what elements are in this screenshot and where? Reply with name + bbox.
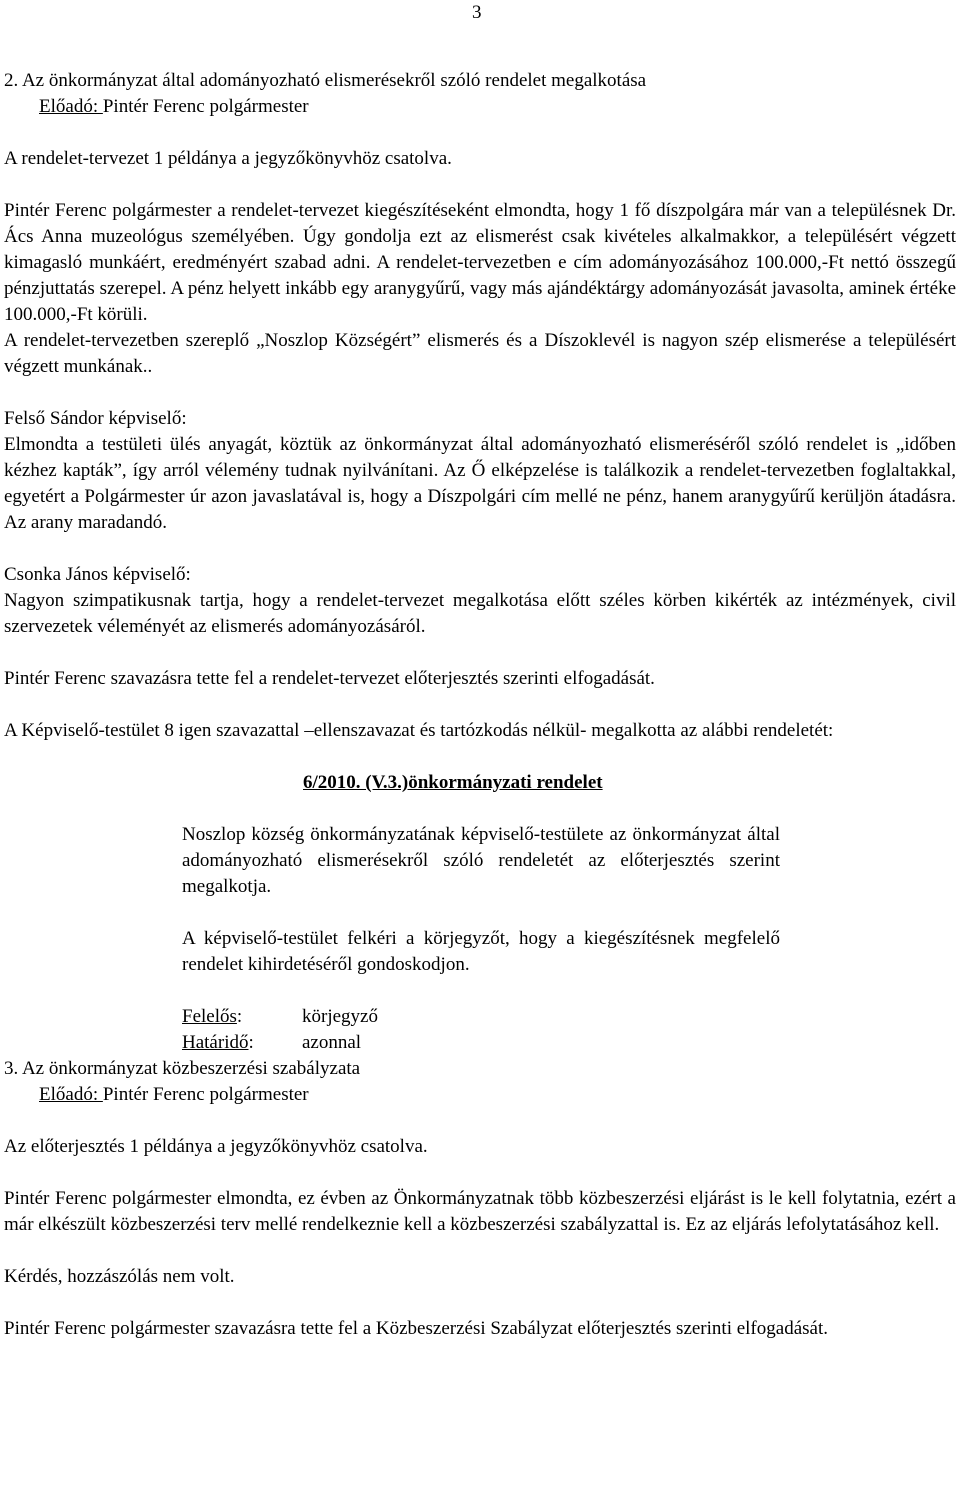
section-3-attachment: Az előterjesztés 1 példánya a jegyzőkönyvhöz csatolva.	[4, 1136, 428, 1157]
document-body	[4, 68, 956, 1342]
vote-result: A Képviselő-testület 8 igen szavazattal –ellenszavazat és tartózkodás nélkül- megalkotta az alábbi rendeletét:	[4, 720, 834, 741]
responsible-row: Felelős: körjegyző	[182, 1006, 378, 1027]
decree-paragraph-2: A képviselő-testület felkéri a körjegyzőt, hogy a kiegészítésnek megfelelő rendelet kihirdetéséről gondoskodjon.	[182, 928, 780, 975]
presenter-name: Pintér Ferenc polgármester	[102, 1084, 309, 1105]
presenter-name: Pintér Ferenc polgármester	[102, 96, 309, 117]
responsible-value: körjegyző	[302, 1006, 378, 1027]
decree-title: 6/2010. (V.3.)önkormányzati rendelet	[303, 772, 603, 793]
presenter-label: Előadó:	[39, 96, 103, 117]
vote-call: Pintér Ferenc szavazásra tette fel a rendelet-tervezet előterjesztés szerinti elfogadását.	[4, 668, 655, 689]
speaker-csonka-janos-text: Nagyon szimpatikusnak tartja, hogy a rendelet-tervezet megalkotása előtt széles körben kikérték az intézmények, civil szervezetek véleményét az elismerés adományozásáról.	[4, 590, 956, 637]
speaker-csonka-janos: Csonka János képviselő:	[4, 564, 191, 585]
speaker-felso-sandor: Felső Sándor képviselő:	[4, 408, 187, 429]
mayor-statement-continued: A rendelet-tervezetben szereplő „Noszlop Községért” elismerés és a Díszoklevél is nagyon szép elismerése a településért végzett munkának..	[4, 330, 956, 377]
mayor-statement: Pintér Ferenc polgármester a rendelet-tervezet kiegészítéseként elmondta, hogy 1 fő díszpolgára már van a településnek Dr. Ács Anna muzeológus személyében. Úgy gondolja ezt az elismerést csak kivételes alkalmakkor, a településért végzett kimagasló munkáért, eredményért szabad adni. A rendelet-tervezetben e cím adományozásához 100.000,-Ft nettó összegű pénzjuttatás szerepel. A pénz helyett inkább egy aranygyűrű, vagy más ajándéktárgy adományozását javasolta, aminek értéke 100.000,-Ft körüli.	[4, 200, 956, 325]
section-3-vote-call: Pintér Ferenc polgármester szavazásra tette fel a Közbeszerzési Szabályzat előterjesztés szerinti elfogadását.	[4, 1318, 828, 1339]
section-3-questions: Kérdés, hozzászólás nem volt.	[4, 1266, 235, 1287]
page-number: 3	[472, 2, 482, 23]
speaker-felso-sandor-text: Elmondta a testületi ülés anyagát, köztük az önkormányzat által adományozható elismeréséről szóló rendelet is „időben kézhez kapták”, így arról vélemény tudnak nyilvánítani. Az Ő elképzelése is találkozik a rendelet-tervezetben foglaltakkal, egyetért a Polgármester úr azon javaslatával is, hogy a Díszpolgári cím mellé ne pénz, hanem aranygyűrű kerüljön átadásra. Az arany maradandó.	[4, 434, 956, 533]
section-2-attachment: A rendelet-tervezet 1 példánya a jegyzőkönyvhöz csatolva.	[4, 148, 452, 169]
deadline-label: Határidő	[182, 1032, 249, 1053]
presenter-label: Előadó:	[39, 1084, 103, 1105]
deadline-row: Határidő: azonnal	[182, 1032, 362, 1053]
section-3-presenter	[4, 1082, 956, 1108]
responsible-label: Felelős	[182, 1006, 237, 1027]
section-3-mayor-statement: Pintér Ferenc polgármester elmondta, ez évben az Önkormányzatnak több közbeszerzési eljárást is le kell folytatnia, ezért a már elkészült közbeszerzési terv mellé rendelkeznie kell a közbeszerzési szabályzattal is. Ez az eljárás lefolytatásához kell.	[4, 1188, 956, 1235]
deadline-value: azonnal	[302, 1032, 362, 1053]
section-3-title: 3. Az önkormányzat közbeszerzési szabályzata	[4, 1058, 361, 1079]
section-2-title: 2. Az önkormányzat által adományozható elismerésekről szóló rendelet megalkotása	[4, 70, 647, 91]
section-2-presenter	[4, 94, 956, 120]
decree-paragraph-1: Noszlop község önkormányzatának képviselő-testülete az önkormányzat által adományozható elismerésekről szóló rendeletét az előterjesztés szerint megalkotja.	[182, 824, 780, 897]
